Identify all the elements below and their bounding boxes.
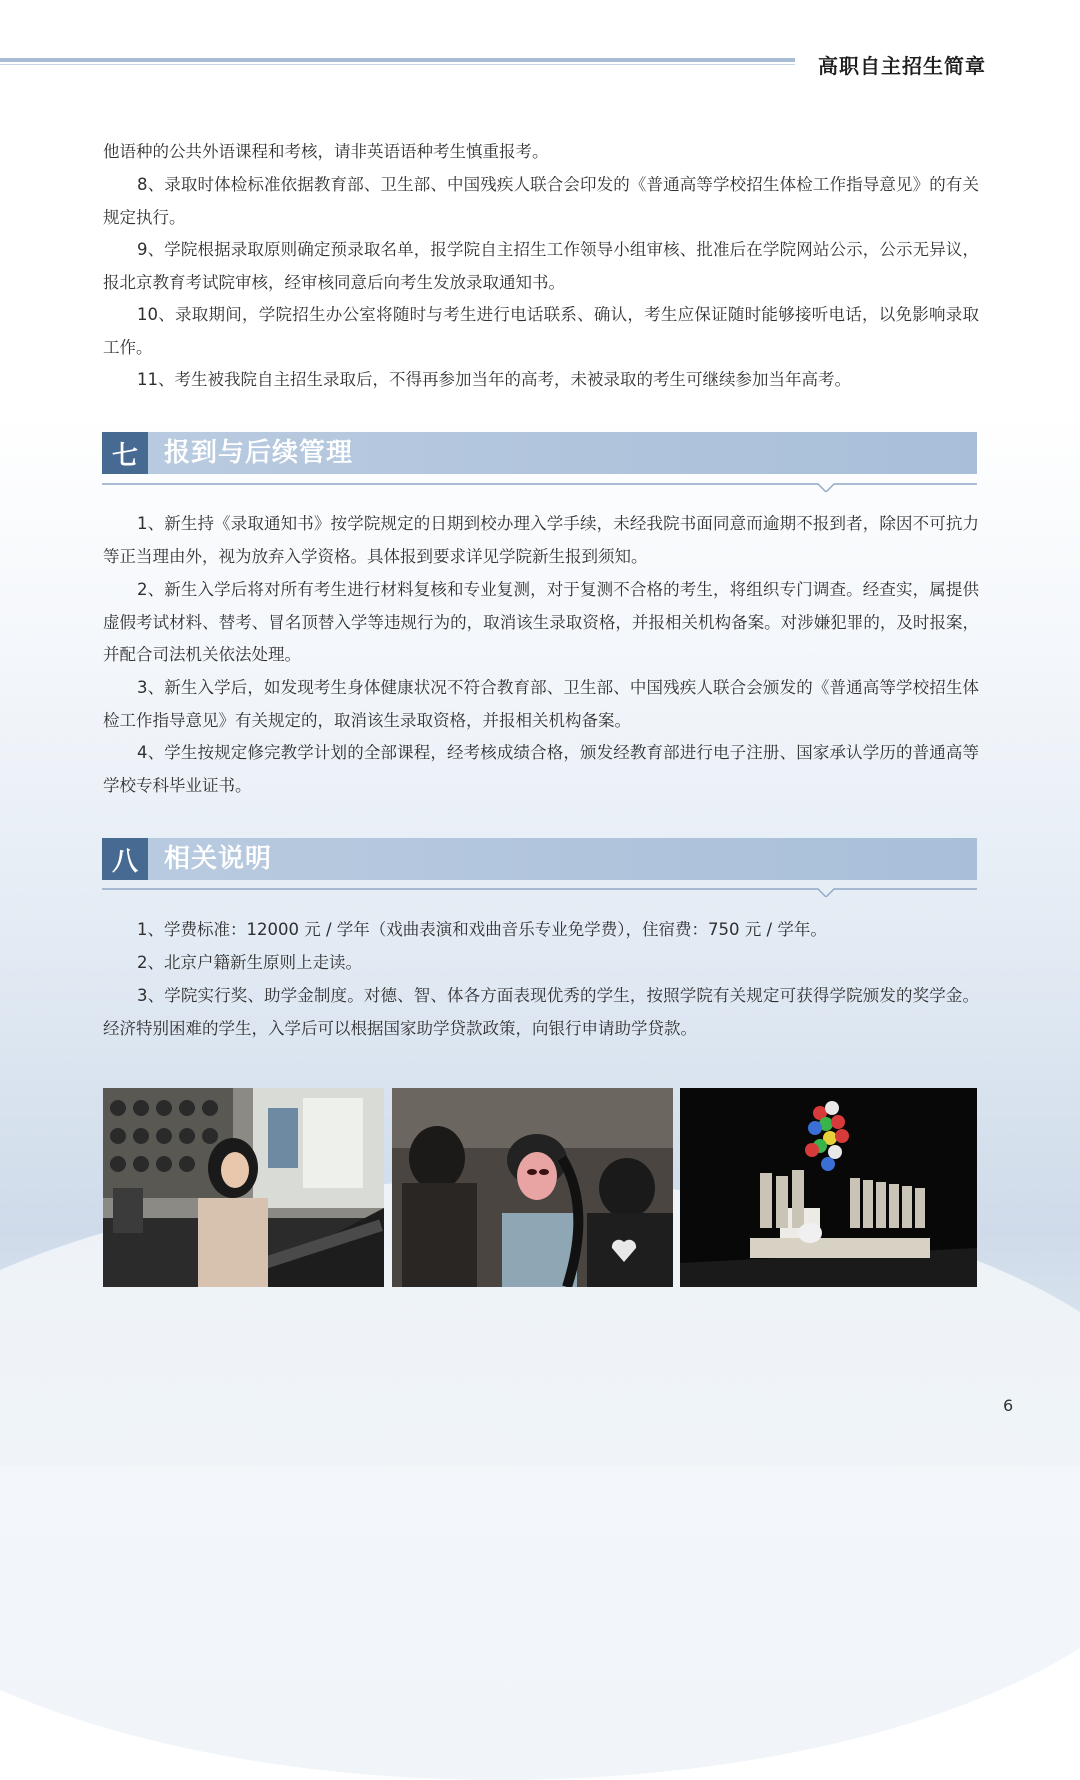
section-7-header <box>102 432 977 474</box>
section-8-paragraph-2: 2、北京户籍新生原则上走读。 <box>137 953 362 972</box>
page-number: 6 <box>1003 1396 1014 1415</box>
section-7-number: 七 <box>102 432 148 474</box>
section-8-header <box>102 838 977 880</box>
header-title: 高职自主招生简章 <box>818 54 986 78</box>
section-7-paragraph-4: 4、学生按规定修完教学计划的全部课程，经考核成绩合格，颁发经教育部进行电子注册、国家承认学历的普通高等学校专科毕业证书。 <box>103 743 979 795</box>
intro-paragraph-11: 11、考生被我院自主招生录取后，不得再参加当年的高考，未被录取的考生可继续参加当年高考。 <box>137 370 851 389</box>
section-8-paragraph-1: 1、学费标准：12000 元 / 学年（戏曲表演和戏曲音乐专业免学费），住宿费：750 元 / 学年。 <box>137 920 827 939</box>
header-rule <box>0 58 795 66</box>
intro-paragraph-continuation: 他语种的公共外语课程和考核，请非英语语种考生慎重报考。 <box>103 142 549 161</box>
section-7-divider <box>102 480 977 492</box>
section-8-divider <box>102 885 977 897</box>
music-technology-lab-photo <box>103 1088 384 1287</box>
section-8-paragraph-3: 3、学院实行奖、助学金制度。对德、智、体各方面表现优秀的学生，按照学院有关规定可获得学院颁发的奖学金。经济特别困难的学生，入学后可以根据国家助学贷款政策，向银行申请助学贷款。 <box>103 986 979 1038</box>
stage-performance-photo <box>680 1088 977 1287</box>
section-8-title: 相关说明 <box>164 844 273 874</box>
intro-paragraph-10: 10、录取期间，学院招生办公室将随时与考生进行电话联系、确认，考生应保证随时能够接听电话，以免影响录取工作。 <box>103 305 979 357</box>
section-7-paragraph-1: 1、新生持《录取通知书》按学院规定的日期到校办理入学手续，未经我院书面同意而逾期不报到者，除因不可抗力等正当理由外，视为放弃入学资格。具体报到要求详见学院新生报到须知。 <box>103 514 979 566</box>
intro-paragraph-8: 8、录取时体检标准依据教育部、卫生部、中国残疾人联合会印发的《普通高等学校招生体检工作指导意见》的有关规定执行。 <box>103 175 979 227</box>
opera-makeup-photo <box>392 1088 673 1287</box>
section-8-number: 八 <box>102 838 148 880</box>
section-7-paragraph-2: 2、新生入学后将对所有考生进行材料复核和专业复测，对于复测不合格的考生，将组织专门调查。经查实，属提供虚假考试材料、替考、冒名顶替入学等违规行为的，取消该生录取资格，并报相关机构备案。对涉嫌犯罪的，及时报案，并配合司法机关依法处理。 <box>103 580 979 665</box>
section-7-paragraph-3: 3、新生入学后，如发现考生身体健康状况不符合教育部、卫生部、中国残疾人联合会颁发的《普通高等学校招生体检工作指导意见》有关规定的，取消该生录取资格，并报相关机构备案。 <box>103 678 979 730</box>
intro-paragraph-9: 9、学院根据录取原则确定预录取名单，报学院自主招生工作领导小组审核、批准后在学院网站公示，公示无异议，报北京教育考试院审核，经审核同意后向考生发放录取通知书。 <box>103 240 979 292</box>
section-7-title: 报到与后续管理 <box>164 438 354 468</box>
